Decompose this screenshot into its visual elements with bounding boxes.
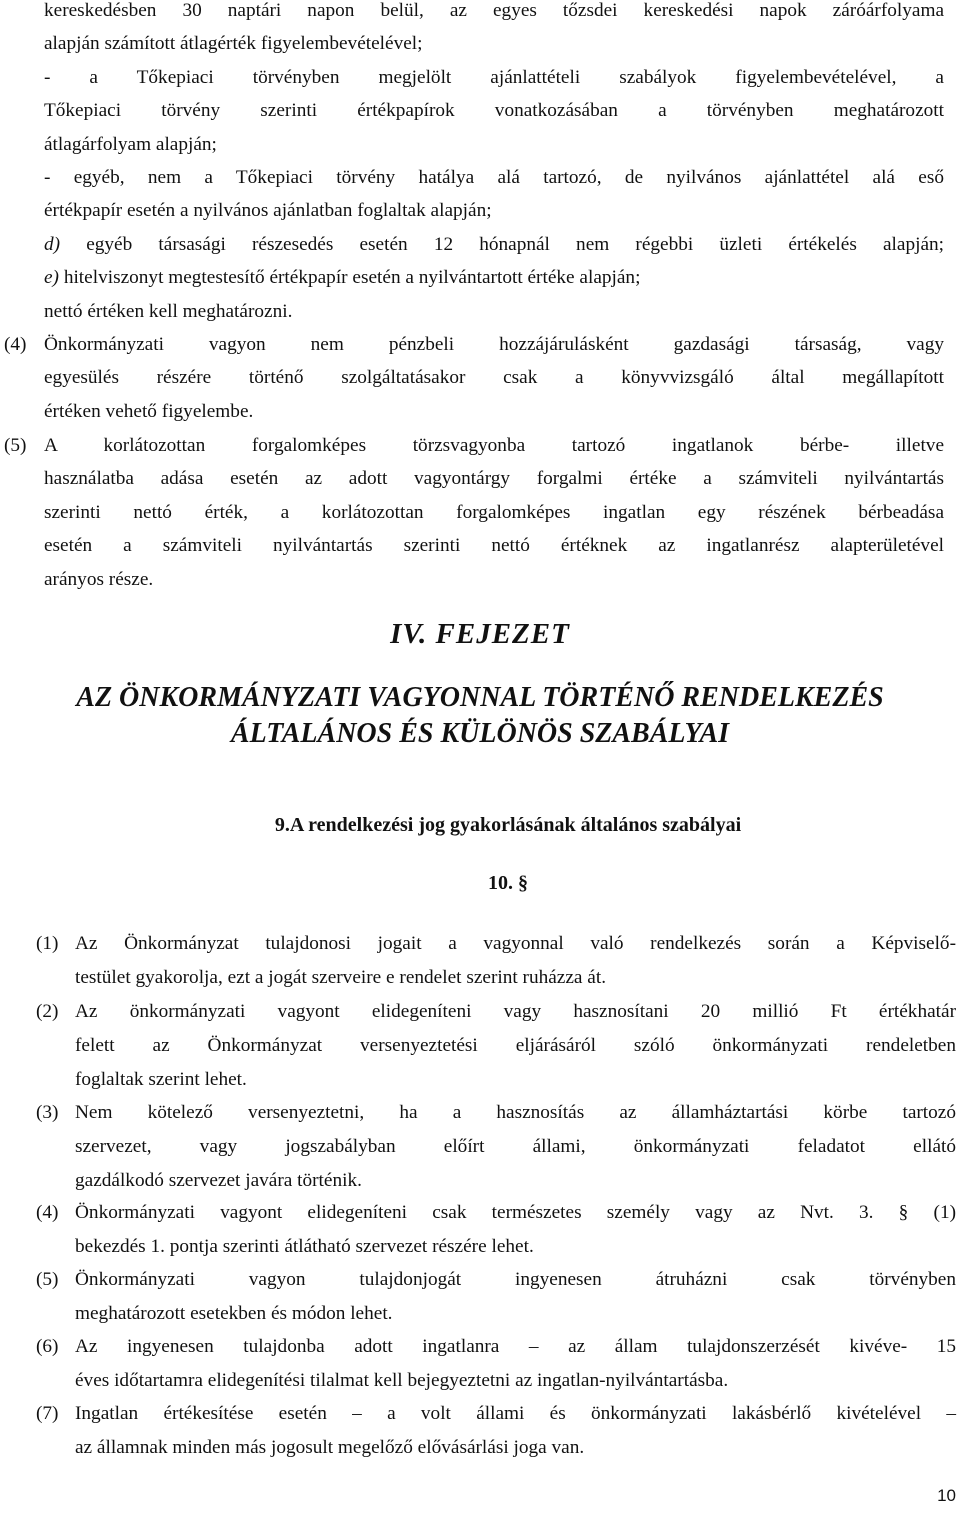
item-text: hitelviszonyt megtestesítő értékpapír esetén a nyilvántartott értéke alapján; [63,267,641,289]
section-item-2 [36,995,956,1097]
item-number: (5) [36,1269,59,1290]
chapter-subtitle-line: AZ ÖNKORMÁNYZATI VAGYONNAL TÖRTÉNŐ RENDELKEZÉS [76,682,884,713]
text-line: szerinti nettó érték, a korlátozottan forgalomképes ingatlan egy részének bérbeadása [44,501,944,523]
text-line: Ingatlan értékesítése esetén – a volt állami és önkormányzati lakásbérlő kivételével – [75,1403,956,1424]
section-item-3 [36,1096,956,1198]
item-label: d) [44,233,61,255]
text-line: Az ingyenesen tulajdonba adott ingatlanra – az állam tulajdonszerzését kivéve- 15 [75,1336,956,1357]
chapter-subtitle-line: ÁLTALÁNOS ÉS KÜLÖNÖS SZABÁLYAI [230,718,730,749]
item-number: (3) [36,1102,59,1123]
text-line: arányos része. [44,568,154,590]
text-line: esetén a számviteli nyilvántartás szerinti nettó értéknek az ingatlanrész alapterületével [44,535,944,557]
text-line: testület gyakorolja, ezt a jogát szerveire e rendelet szerint ruházza át. [75,967,607,988]
item-number: (6) [36,1336,59,1357]
text-line: gazdálkodó szervezet javára történik. [75,1170,362,1191]
text-line: szervezet, vagy jogszabályban előírt állami, önkormányzati feladatot ellátó [75,1136,956,1157]
text-line: Nem kötelező versenyeztetni, ha a hasznosítás az államháztartási körbe tartozó [75,1102,956,1123]
list-item-d [44,228,944,261]
text-line: az államnak minden más jogosult megelőző elővásárlási joga van. [75,1437,585,1458]
item-label: e) [44,267,59,289]
text-line: A korlátozottan forgalomképes törzsvagyonba tartozó ingatlanok bérbe- illetve [44,435,944,456]
section-item-6 [36,1330,956,1398]
text-line: alapján számított átlagérték figyelembevételével; [44,33,423,55]
text-line: használatba adása esetén az adott vagyontárgy forgalmi értéke a számviteli nyilvántartás [44,468,944,490]
item-text: egyéb társasági részesedés esetén 12 hónapnál nem régebbi üzleti értékelés alapján; [86,233,944,255]
text-line: Az önkormányzati vagyont elidegeníteni vagy hasznosítani 20 millió Ft értékhatár [75,1001,956,1022]
item-number: (4) [36,1202,59,1223]
section-item-4 [36,1196,956,1264]
paragraph-5 [4,429,944,596]
chapter-title: IV. FEJEZET [390,618,570,650]
text-line: értékpapír esetén a nyilvános ajánlatban foglaltak alapján; [44,200,492,222]
item-number: (2) [36,1001,59,1022]
text-line: Az Önkormányzat tulajdonosi jogait a vagyonnal való rendelkezés során a Képviselő- [75,933,956,954]
text-line: éves időtartamra elidegenítési tilalmat kell bejegyeztetni az ingatlan-nyilvántartásba. [75,1370,729,1391]
paragraph-number: (5) [4,435,27,456]
paragraph-4 [4,328,944,428]
paragraph-number: (4) [4,334,27,355]
text-line: - a Tőkepiaci törvényben megjelölt ajánlattételi szabályok figyelembevételével, a [44,66,944,88]
text-line: Tőkepiaci törvény szerinti értékpapírok vonatkozásában a törvényben meghatározott [44,100,944,122]
section-item-5 [36,1263,956,1331]
chapter-subtitle [0,680,960,752]
continuation-text [44,0,944,328]
section-number: 10. § [488,872,528,894]
text-line: értéken vehető figyelembe. [44,400,254,422]
text-line: - egyéb, nem a Tőkepiaci törvény hatálya alá tartozó, de nyilvános ajánlattétel alá eső [44,167,944,189]
item-number: (7) [36,1403,59,1424]
item-number: (1) [36,933,59,954]
closing-line: nettó értéken kell meghatározni. [44,300,293,322]
text-line: egyesülés részére történő szolgáltatásakor csak a könyvvizsgáló által megállapított [44,367,944,389]
section-item-7 [36,1397,956,1465]
text-line: átlagárfolyam alapján; [44,133,217,155]
text-line: Önkormányzati vagyont elidegeníteni csak természetes személy vagy az Nvt. 3. § (1) [75,1202,956,1223]
text-line: felett az Önkormányzat versenyeztetési eljárásáról szóló önkormányzati rendeletben [75,1035,956,1056]
text-line: Önkormányzati vagyon tulajdonjogát ingyenesen átruházni csak törvényben [75,1269,956,1290]
section-item-1 [36,927,956,995]
section-title: 9.A rendelkezési jog gyakorlásának általános szabályai [274,814,742,836]
page-number: 10 [937,1486,956,1505]
text-line: kereskedésben 30 naptári napon belül, az egyes tőzsdei kereskedési napok záróárfolyama [44,0,944,21]
text-line: foglaltak szerint lehet. [75,1069,247,1090]
list-item-e [44,261,944,294]
text-line: Önkormányzati vagyon nem pénzbeli hozzájárulásként gazdasági társaság, vagy [44,334,944,355]
text-line: bekezdés 1. pontja szerinti átlátható szervezet részére lehet. [75,1236,534,1257]
text-line: meghatározott esetekben és módon lehet. [75,1303,393,1324]
